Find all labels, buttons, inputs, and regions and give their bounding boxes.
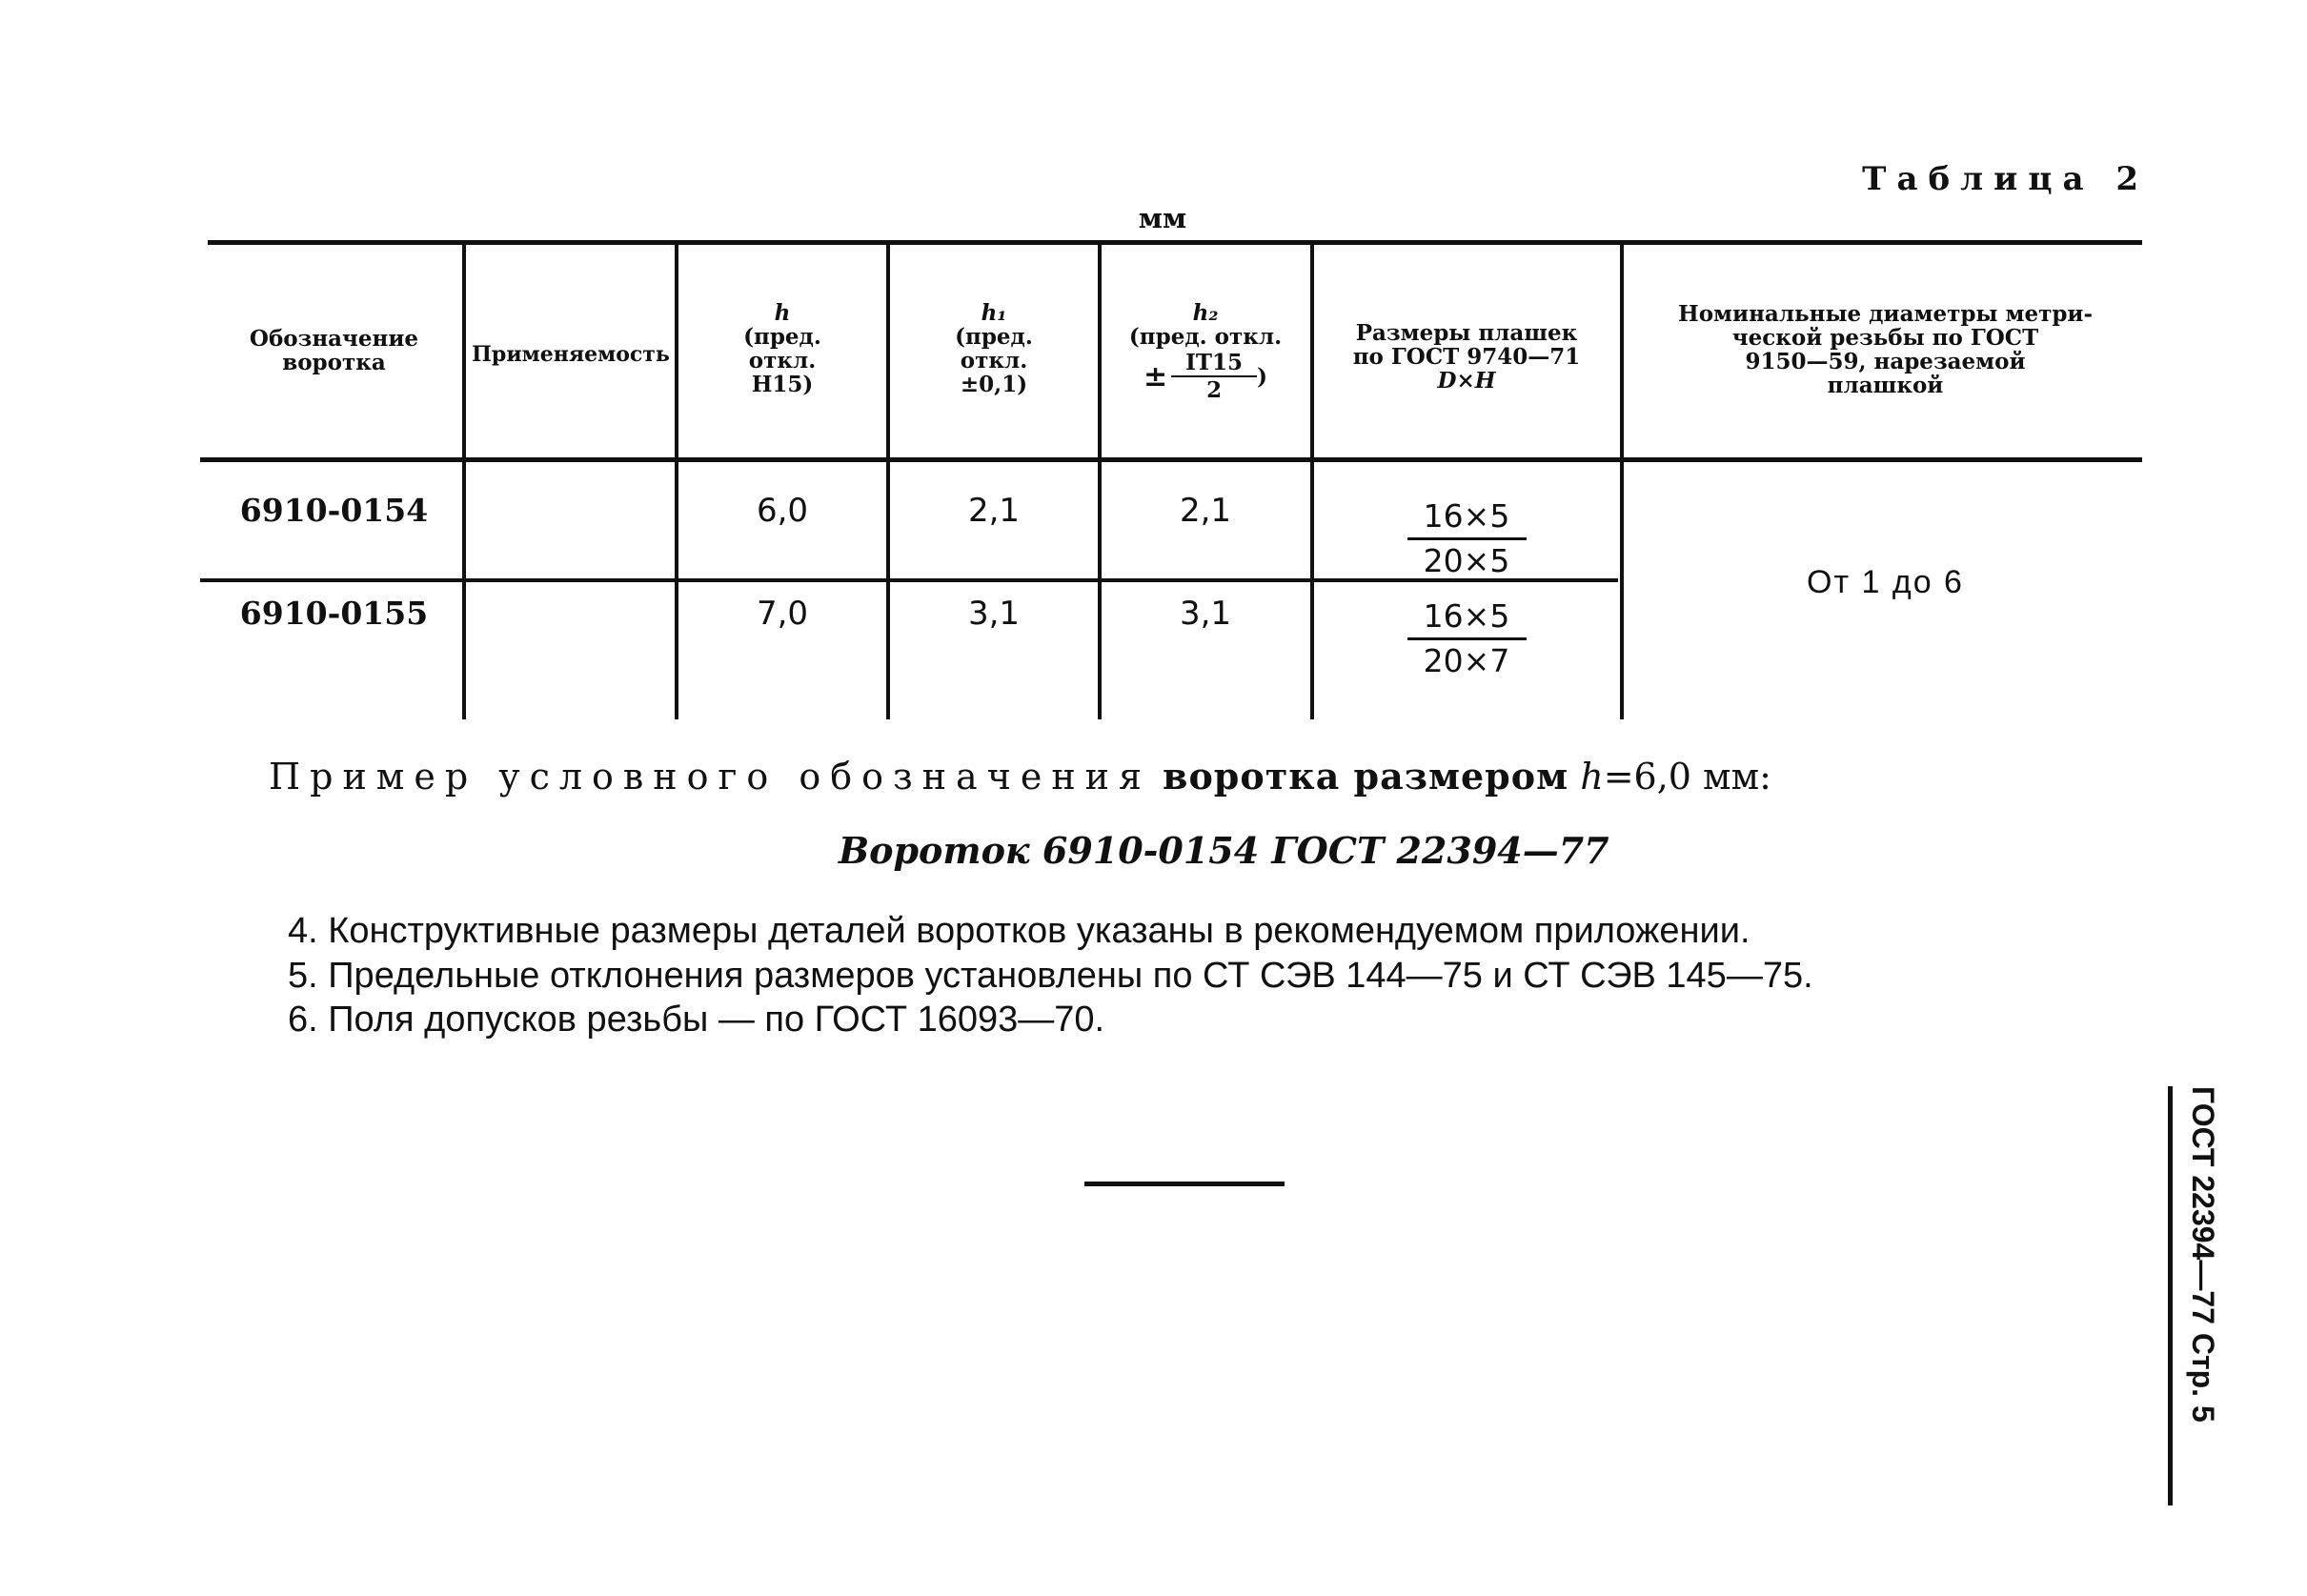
column-divider [462, 243, 466, 719]
end-rule [1084, 1182, 1285, 1186]
note-4: 4. Конструктивные размеры деталей воротков указаны в рекомендуемом приложении. [288, 911, 1750, 951]
table-caption: Таблица 2 [1862, 160, 2149, 198]
table-row-2-designation: 6910-0155 [239, 595, 429, 632]
header-h: h (пред. откл. H15) [743, 300, 821, 397]
side-margin-text: ГОСТ 22394—77 Стр. 5 [2186, 1086, 2220, 1423]
table-row-2-h: 7,0 [756, 595, 809, 633]
table-top-rule [208, 240, 2142, 245]
header-thread-diameters: Номинальные диаметры метри- ческой резьбы по ГОСТ 9150—59, нарезаемой плашкой [1677, 301, 2094, 398]
example-designation: Вороток 6910-0154 ГОСТ 22394—77 [839, 829, 1609, 872]
example-intro: Пример условного обозначения воротка размером h=6,0 мм: [269, 755, 1771, 798]
note-6: 6. Поля допусков резьбы — по ГОСТ 16093—70. [288, 1000, 1105, 1040]
header-applicability: Применяемость [472, 342, 670, 367]
table-row-2-die-sizes: 16×5 20×7 [1314, 597, 1619, 680]
header-bottom-rule [200, 457, 2142, 462]
table-row-1-h1: 2,1 [967, 492, 1021, 530]
side-margin-label [2168, 1086, 2225, 1505]
table-row-1-die-sizes: 16×5 20×5 [1314, 497, 1619, 580]
header-h2: h₂ (пред. откл. ± IT15 2 ) [1128, 300, 1283, 403]
header-die-sizes: Размеры плашек по ГОСТ 9740—71 D×H [1352, 320, 1581, 394]
table-row-2-h1: 3,1 [967, 595, 1021, 633]
units-label: мм [1138, 202, 1187, 234]
table-row-1-h2: 2,1 [1179, 492, 1232, 530]
table-row-1-h: 6,0 [756, 492, 809, 530]
thread-diameters-value: От 1 до 6 [1807, 564, 1964, 600]
header-designation: Обозначение воротка [249, 326, 419, 375]
header-h1: h₁ (пред. откл. ±0,1) [955, 300, 1033, 397]
note-5: 5. Предельные отклонения размеров установлены по СТ СЭВ 144—75 и СТ СЭВ 145—75. [288, 956, 1813, 996]
column-divider [1620, 243, 1624, 719]
side-margin-bar [2168, 1086, 2173, 1505]
table-row-1-designation: 6910-0154 [239, 492, 429, 529]
table-row-2-h2: 3,1 [1179, 595, 1232, 633]
